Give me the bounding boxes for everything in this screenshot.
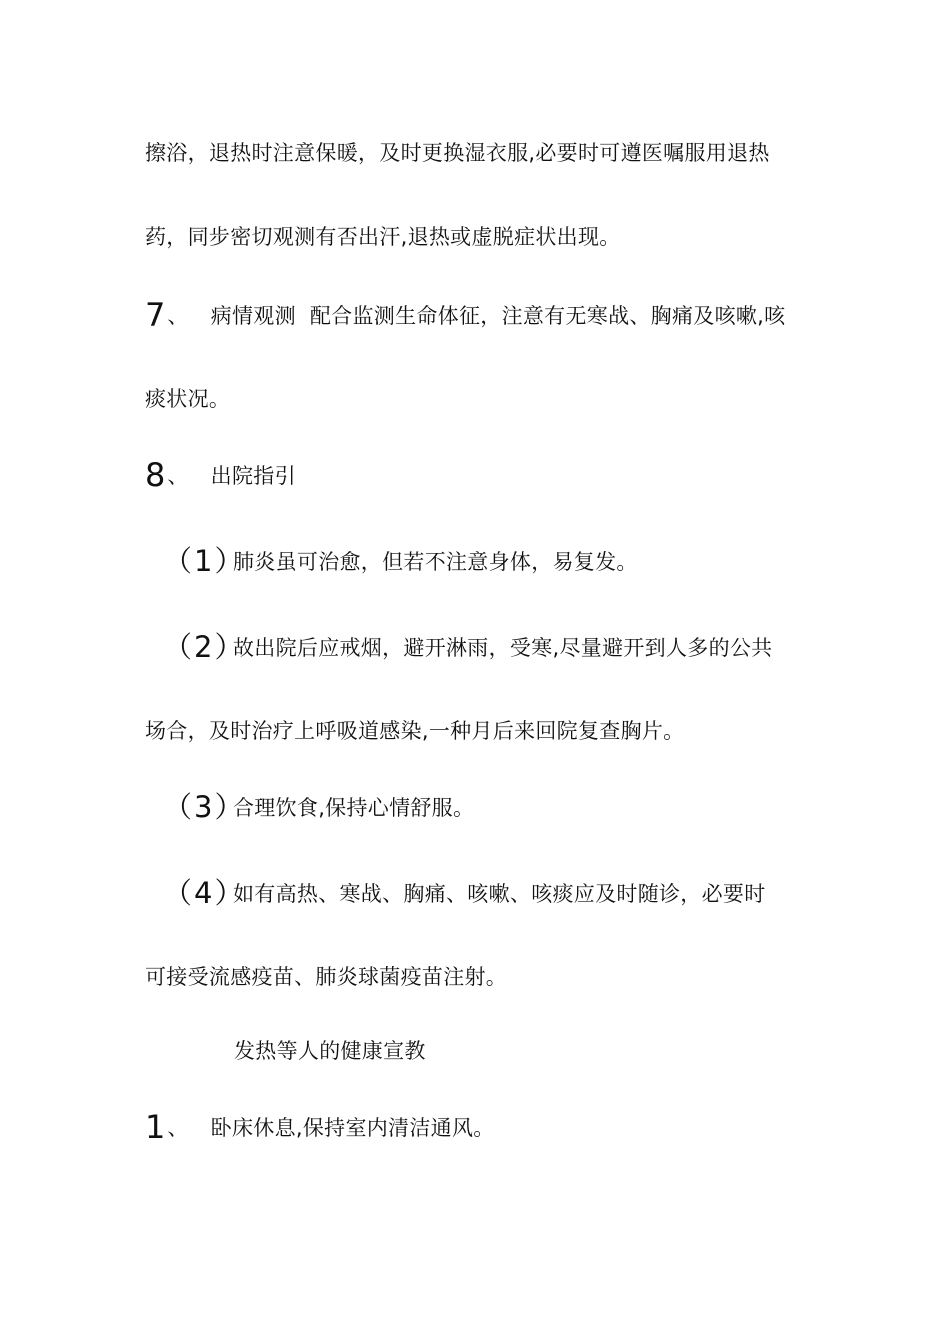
item-1	[145, 1108, 495, 1146]
item-number: 7	[145, 296, 166, 334]
sub-item-text: 如有高热、寒战、胸痛、咳嗽、咳痰应及时随诊，必要时	[233, 882, 766, 906]
item-heading: 病情观测	[210, 304, 296, 328]
item-text: 卧床休息,保持室内清洁通风。	[210, 1116, 495, 1140]
sub-item-label: （1）	[163, 544, 246, 578]
paragraph-line: 痰状况。	[145, 387, 231, 411]
sub-item-text: 合理饮食,保持心情舒服。	[233, 796, 475, 820]
sub-item-label: （2）	[163, 630, 246, 664]
sub-item-text: 肺炎虽可治愈，但若不注意身体，易复发。	[233, 550, 638, 574]
item-7	[145, 296, 786, 334]
list-mark: 、	[167, 304, 189, 328]
sub-item-label: （4）	[163, 876, 246, 910]
sub-item-label: （3）	[163, 790, 246, 824]
item-number: 1	[145, 1108, 166, 1146]
list-mark: 、	[167, 464, 189, 488]
paragraph-line: 场合，及时治疗上呼吸道感染,一种月后来回院复查胸片。	[145, 719, 685, 743]
section-title: 发热等人的健康宣教	[234, 1039, 426, 1063]
sub-item-4	[163, 878, 766, 909]
sub-item-1	[163, 546, 638, 577]
paragraph-line: 药，同步密切观测有否出汗,退热或虚脱症状出现。	[145, 225, 621, 249]
paragraph-line: 擦浴，退热时注意保暖，及时更换湿衣服,必要时可遵医嘱服用退热	[145, 141, 770, 165]
item-number: 8	[145, 456, 166, 494]
list-mark: 、	[167, 1116, 189, 1140]
sub-item-3	[163, 792, 474, 823]
sub-item-2	[163, 632, 772, 663]
sub-item-text: 故出院后应戒烟，避开淋雨，受寒,尽量避开到人多的公共	[233, 636, 773, 660]
paragraph-line: 可接受流感疫苗、肺炎球菌疫苗注射。	[145, 965, 508, 989]
item-text: 配合监测生命体征，注意有无寒战、胸痛及咳嗽,咳	[309, 304, 786, 328]
item-heading: 出院指引	[210, 464, 296, 488]
item-8	[145, 456, 296, 494]
